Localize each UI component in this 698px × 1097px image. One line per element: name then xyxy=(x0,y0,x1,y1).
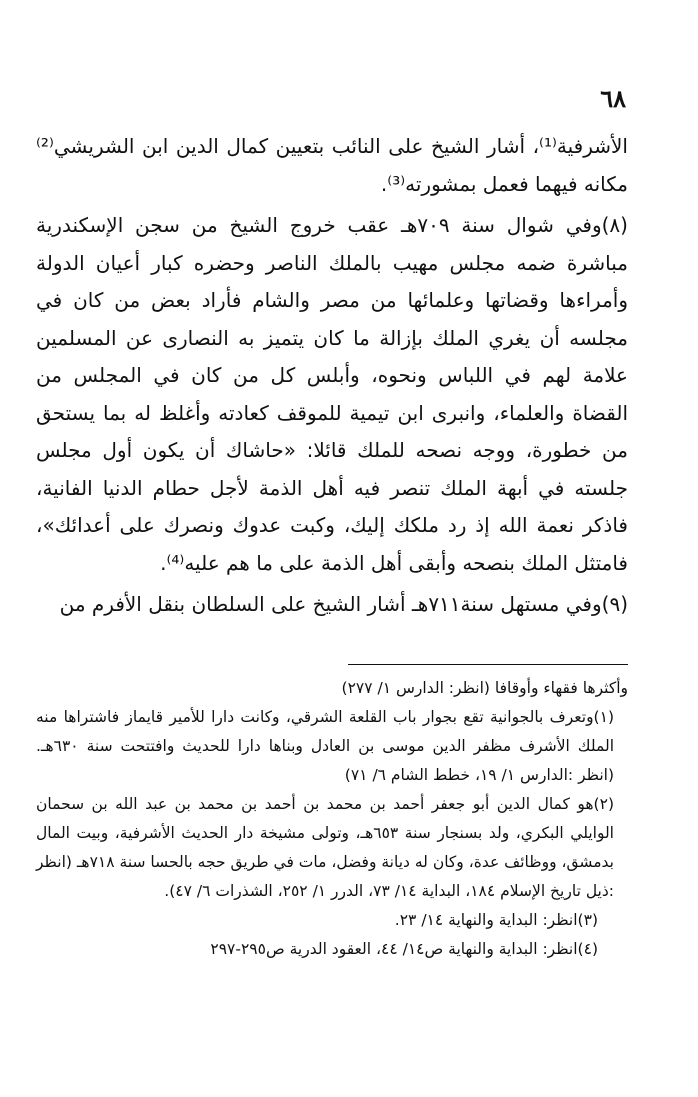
footnote-2: (٢)هو كمال الدين أبو جعفر أحمد بن محمد بن أحمد بن محمد بن عبد الله بن سحمان الوايلي البكري، ولد بسنجار سنة ٦٥٣هـ، وتولى مشيخة دار الحديث الأشرفية، وبيت المال بدمشق، ووظائف عدة، وكان له ديانة وفضل، مات في طريق حجه بالحسا سنة ٧١٨هـ (انظر :ذيل تاريخ الإسلام ١٨٤، البداية ١٤/ ٧٣، الدرر ١/ ٢٥٢، الشذرات ٦/ ٤٧). xyxy=(36,795,614,900)
footnotes-section xyxy=(36,674,628,964)
footnote-continuation: وأكثرها فقهاء وأوقافا (انظر: الدارس ١/ ٢٧٧) xyxy=(341,679,628,697)
footnote-divider xyxy=(348,664,628,665)
footnote-3: (٣)انظر: البداية والنهاية ١٤/ ٢٣. xyxy=(394,911,598,929)
body-paragraph: (٩)وفي مستهل سنة٧١١هـ أشار الشيخ على السلطان بنقل الأفرم من xyxy=(59,592,628,616)
body-paragraph: (٨)وفي شوال سنة ٧٠٩هـ عقب خروج الشيخ من سجن الإسكندرية مباشرة ضمه مجلس مهيب بالملك الناصر وحضره كبار أعيان الدولة وأمراءها وقضاتها وعلمائها من مصر والشام فأراد بعض من كان في مجلسه أن يغري الملك بإزالة ما كان يتميز به النصارى عن المسلمين علامة لهم في اللباس ونحوه، وأبلس كل من كان في المجلس من القضاة والعلماء، وانبرى ابن تيمية للموقف كعادته وأغلظ له بما يستحق من خطورة، ووجه نصحه للملك قائلا: «حاشاك أن يكون أول مجلس جلسته في أبهة الملك تنصر فيه أهل الذمة لأجل حطام الدنيا الفانية، فاذكر نعمة الله إذ رد ملكك إليك، وكبت عدوك ونصرك على أعدائك»، فامتثل الملك بنصحه وأبقى أهل الذمة على ما هم عليه⁽⁴⁾. xyxy=(36,213,628,575)
footnote-1: (١)وتعرف بالجوانية تقع بجوار باب القلعة الشرقي، وكانت دارا للأمير قايماز فاشتراها منه الملك الأشرف مظفر الدين موسى بن العادل وبناها دارا للحديث وافتتحت سنة ٦٣٠هـ. (انظر :الدارس ١/ ١٩، خطط الشام ٦/ ٧١) xyxy=(36,708,614,784)
page-number: ٦٨ xyxy=(600,84,626,113)
body-paragraph: الأشرفية⁽¹⁾، أشار الشيخ على النائب بتعيين كمال الدين ابن الشريشي⁽²⁾ مكانه فيهما فعمل بمشورته⁽³⁾. xyxy=(36,134,628,196)
main-text-body xyxy=(36,128,628,624)
footnote-4: (٤)انظر: البداية والنهاية ص١٤/ ٤٤، العقود الدرية ص٢٩٥-٢٩٧ xyxy=(210,940,598,958)
